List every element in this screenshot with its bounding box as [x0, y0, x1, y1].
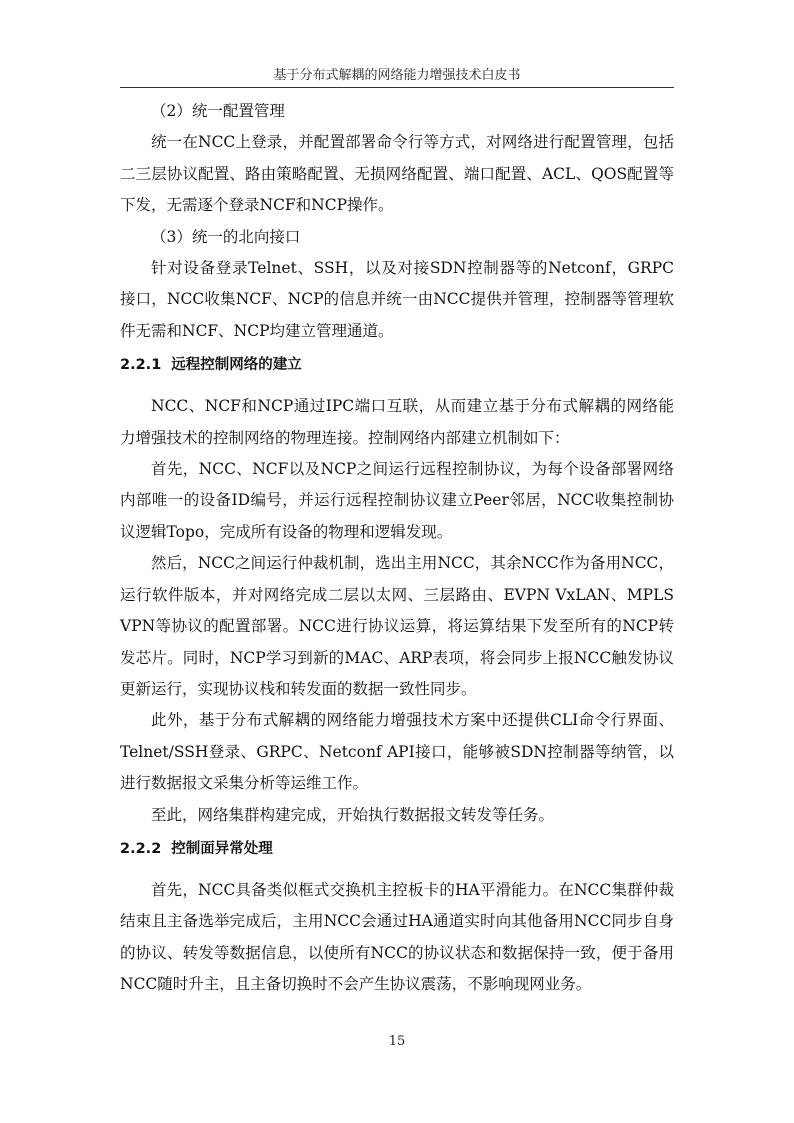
- list-item-label: （2）统一配置管理: [151, 102, 285, 120]
- section-title: 控制面异常处理: [171, 840, 273, 857]
- paragraph: 然后，NCC之间运行仲裁机制，选出主用NCC，其余NCC作为备用NCC，运行软件版本，并对网络完成二层以太网、三层路由、EVPN VxLAN、MPLS VPN等协议的配置部署。NCC进行协议运算，将运算结果下发至所有的NCP转发芯片。同时，NCP学习到新的MAC、ARP表项，将会同步上报NCC触发协议更新运行，实现协议栈和转发面的数据一致性同步。: [120, 554, 674, 698]
- section-heading: [120, 831, 674, 867]
- paragraph: 针对设备登录Telnet、SSH，以及对接SDN控制器等的Netconf，GRPC接口，NCC收集NCF、NCP的信息并统一由NCC提供并管理，控制器等管理软件无需和NCF、NCP均建立管理通道。: [120, 259, 674, 340]
- paragraph: NCC、NCF和NCP通过IPC端口互联，从而建立基于分布式解耦的网络能力增强技术的控制网络的物理连接。控制网络内部建立机制如下：: [120, 397, 674, 447]
- page-body: [120, 96, 674, 1001]
- section-number: 2.2.2: [120, 840, 162, 857]
- paragraph: 首先，NCC、NCF以及NCP之间运行远程控制协议，为每个设备部署网络内部唯一的设备ID编号，并运行远程控制协议建立Peer邻居，NCC收集控制协议逻辑Topo，完成所有设备的物理和逻辑发现。: [120, 460, 674, 541]
- page-number: 15: [388, 1034, 406, 1049]
- running-header: 基于分布式解耦的网络能力增强技术白皮书: [273, 68, 521, 83]
- paragraph: 统一在NCC上登录，并配置部署命令行等方式，对网络进行配置管理，包括二三层协议配置、路由策略配置、无损网络配置、端口配置、ACL、QOS配置等下发，无需逐个登录NCF和NCP操作。: [120, 133, 674, 215]
- section-title: 远程控制网络的建立: [171, 357, 302, 374]
- section-number: 2.2.1: [120, 357, 162, 374]
- list-item-label: （3）统一的北向接口: [151, 227, 301, 246]
- section-heading: [120, 347, 674, 383]
- paragraph: 至此，网络集群构建完成，开始执行数据报文转发等任务。: [151, 805, 555, 824]
- header-rule: [120, 87, 674, 88]
- paragraph: 首先，NCC具备类似框式交换机主控板卡的HA平滑能力。在NCC集群仲裁结束且主备选举完成后，主用NCC会通过HA通道实时向其他备用NCC同步自身的协议、转发等数据信息，以使所有NCC的协议状态和数据保持一致，便于备用NCC随时升主，且主备切换时不会产生协议震荡，不影响现网业务。: [120, 880, 674, 994]
- paragraph: 此外，基于分布式解耦的网络能力增强技术方案中还提供CLI命令行界面、Telnet/SSH登录、GRPC、Netconf API接口，能够被SDN控制器等纳管，以进行数据报文采集分析等运维工作。: [120, 711, 674, 793]
